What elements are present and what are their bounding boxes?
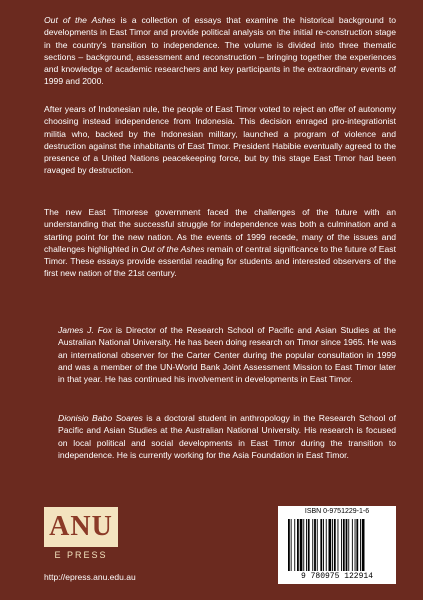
- blurb-paragraph-1-text: is a collection of essays that examine the historical background to developments in East Timor and provide political analysis on the initial re-construction stage in the country's transition to independence. The volume is divided into three thematic sections – background, assessment and reconstruction – bringing together the experiences and knowledge of academic researchers and key participants in the extraordinary events of 1999 and 2000.: [44, 15, 396, 87]
- author-name: James J. Fox: [58, 325, 112, 335]
- blurb-paragraph-2: After years of Indonesian rule, the people of East Timor voted to reject an offer of autonomy choosing instead independence from Indonesia. This decision enraged pro-integrationist militia who, backed by the Indonesian military, launched a program of violence and destruction against the inhabitants of East Timor. President Habibie eventually agreed to the presence of a United Nations peacekeeping force, but by this stage East Timor had been ravaged by destruction.: [44, 104, 396, 176]
- anu-epress-logo: [44, 507, 118, 565]
- author-bio-fox: [58, 324, 396, 385]
- blurb-paragraph-3: [44, 206, 396, 280]
- author-bio-text: is a doctoral student in anthropology in the Research School of Pacific and Asian Studies at the Australian National University. His research is focused on local political and social developments in East Timor during the transition to independence. He is currently working for the Asia Foundation in East Timor.: [58, 413, 396, 460]
- blurb-paragraph-3-text-a: The new East Timorese government faced the challenges of the future with an understanding that the successful struggle for independence was both a culmination and a starting point for the new nation. As the events of 1999 recede, many of the issues and challenges highlighted in: [44, 207, 396, 254]
- isbn-label: ISBN 0-9751229-1-6: [304, 508, 370, 515]
- blurb-paragraph-3-text-b: remain of central significance to the future of East Timor. These essays provide essential reading for students and interested observers of the first new nation of the 21st century.: [44, 243, 396, 279]
- barcode-bars-icon: [288, 519, 388, 571]
- anu-logo-mark: ANU: [44, 507, 118, 547]
- author-bio-soares: [58, 412, 396, 461]
- book-title-italic: Out of the Ashes: [44, 15, 116, 25]
- book-title-italic: Out of the Ashes: [140, 243, 205, 254]
- isbn-digits: 9 780975 122914: [300, 572, 373, 581]
- isbn-barcode: [278, 506, 396, 584]
- epress-label: E PRESS: [54, 550, 108, 560]
- publisher-url[interactable]: http://epress.anu.edu.au: [44, 572, 136, 582]
- author-name: Dionisio Babo Soares: [58, 413, 143, 423]
- author-bio-text: is Director of the Research School of Pacific and Asian Studies at the Australian National University. He has been doing research on Timor since 1965. He was an international observer for the Carter Center during the popular consultation in 1999 and was a member of the UN-World Bank Joint Assessment Mission to East Timor later in that year. He has continued his involvement in developments in East Timor.: [58, 325, 396, 385]
- blurb-paragraph-1: [44, 14, 396, 88]
